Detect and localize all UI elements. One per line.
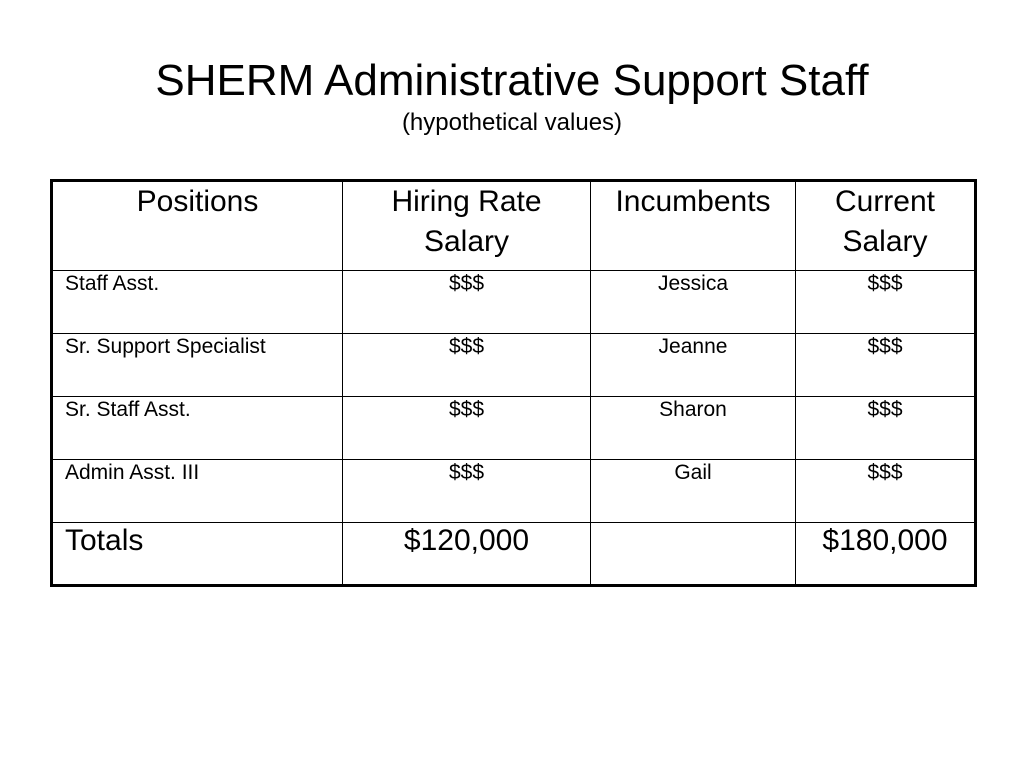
totals-label: Totals [52,523,343,586]
table-row [52,397,976,460]
cell-incumbent: Jessica [591,271,796,334]
header-incumbents [591,181,796,271]
cell-current-salary: $$$ [796,397,976,460]
cell-current-salary: $$$ [796,271,976,334]
table-header-row [52,181,976,271]
header-incumbents-label: Incumbents [615,185,771,218]
slide-subtitle: (hypothetical values) [401,109,623,136]
header-hiring-rate-salary [343,181,591,271]
totals-incumbent [591,523,796,586]
totals-row [52,523,976,586]
header-positions-label: Positions [136,185,259,218]
cell-position: Admin Asst. III [52,460,343,523]
cell-position: Sr. Staff Asst. [52,397,343,460]
table-row [52,460,976,523]
cell-hiring-rate-salary: $$$ [343,334,591,397]
totals-current-salary: $180,000 [796,523,976,586]
slide-title: SHERM Administrative Support Staff [155,56,869,105]
totals-hiring-rate-salary: $120,000 [343,523,591,586]
table-row [52,334,976,397]
cell-current-salary: $$$ [796,334,976,397]
cell-current-salary: $$$ [796,460,976,523]
cell-hiring-rate-salary: $$$ [343,271,591,334]
cell-position: Staff Asst. [52,271,343,334]
header-positions [52,181,343,271]
cell-incumbent: Sharon [591,397,796,460]
cell-incumbent: Jeanne [591,334,796,397]
cell-position: Sr. Support Specialist [52,334,343,397]
header-current-line2: Salary [842,225,928,258]
cell-incumbent: Gail [591,460,796,523]
cell-hiring-rate-salary: $$$ [343,397,591,460]
header-hiring-rate-line1: Hiring Rate [391,185,542,218]
staff-salary-table [50,179,977,587]
table-row [52,271,976,334]
header-hiring-rate-line2: Salary [423,225,510,258]
header-current-salary [796,181,976,271]
cell-hiring-rate-salary: $$$ [343,460,591,523]
header-current-line1: Current [834,185,936,218]
